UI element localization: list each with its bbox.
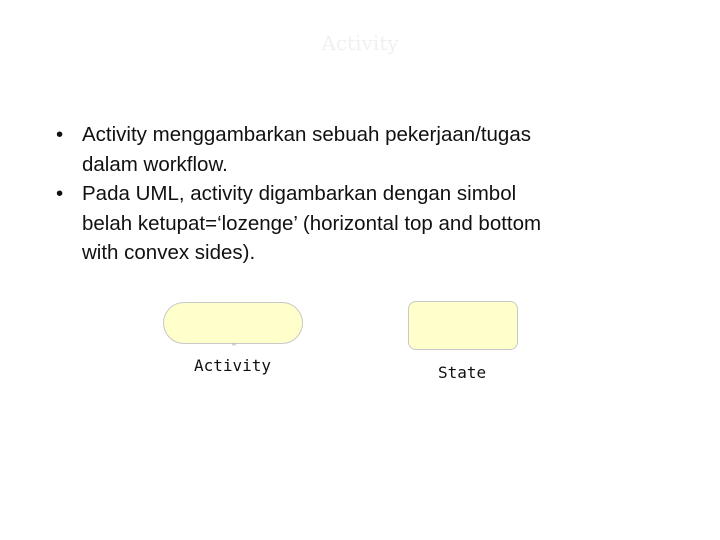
bullet-2-line-3: with convex sides). (82, 241, 256, 264)
bullet-1-line-2: dalam workflow. (82, 152, 228, 176)
bullet-item-1 (52, 120, 692, 179)
bullet-icon: • (56, 123, 64, 146)
bullet-2-line-1: Pada UML, activity digambarkan dengan simbol (82, 182, 517, 205)
activity-caption: Activity (194, 356, 272, 375)
bullet-list (52, 120, 692, 268)
activity-lozenge-shape (163, 302, 303, 344)
state-caption: State (438, 363, 487, 382)
bullet-item-2 (52, 179, 692, 268)
slide-title: Activity (321, 31, 399, 55)
bullet-1-line-1: Activity menggambarkan sebuah pekerjaan/tugas (82, 123, 531, 146)
bullet-2-line-2: belah ketupat=‘lozenge’ (horizontal top and bottom (82, 211, 542, 235)
state-rounded-rect-shape (408, 301, 518, 350)
bullet-icon: • (56, 182, 64, 205)
caret-up-icon: ^ (231, 343, 237, 351)
